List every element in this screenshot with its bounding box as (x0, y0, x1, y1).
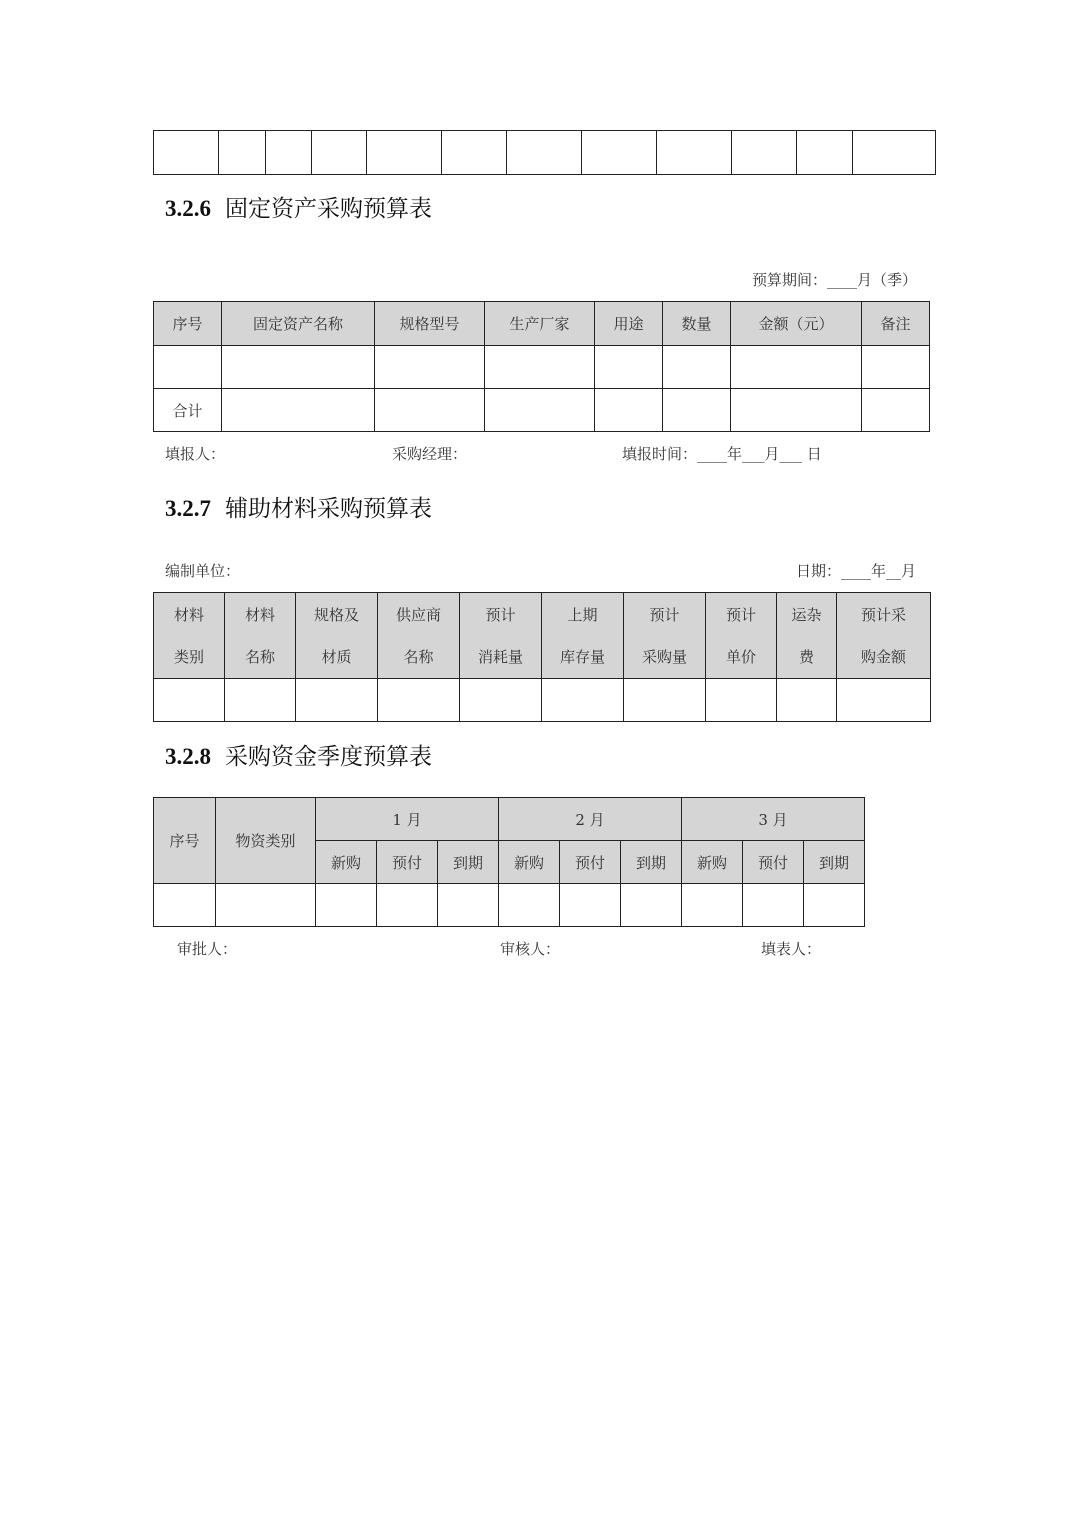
table-cell[interactable] (731, 346, 862, 389)
table-cell[interactable] (507, 131, 582, 175)
section-number: 3.2.7 (165, 496, 211, 521)
table-cell[interactable] (621, 884, 682, 927)
table-cell[interactable] (582, 131, 657, 175)
month-header: 1 月 (316, 798, 499, 841)
sub-header: 新购 (682, 841, 743, 884)
header-cell: 材料 名称 (225, 593, 296, 679)
table-cell[interactable] (706, 679, 777, 722)
table-row (154, 346, 930, 389)
table-cell[interactable] (460, 679, 542, 722)
header-cell: 运杂 费 (777, 593, 837, 679)
budget-period: 预算期间：____月（季） (751, 271, 917, 289)
reviewer-label: 审核人： (500, 940, 561, 958)
header-cell: 备注 (862, 302, 930, 346)
header-cell: 规格及 材质 (296, 593, 378, 679)
top-partial-table (153, 130, 936, 175)
table-cell[interactable] (499, 884, 560, 927)
sub-header: 到期 (804, 841, 865, 884)
table-cell[interactable] (154, 131, 219, 175)
auxiliary-material-budget-table (153, 592, 931, 722)
header-cell: 固定资产名称 (222, 302, 375, 346)
table-cell[interactable] (853, 131, 936, 175)
table-cell[interactable] (777, 679, 837, 722)
table-row (154, 884, 865, 927)
table-row (154, 679, 931, 722)
sub-header: 到期 (621, 841, 682, 884)
table-cell[interactable] (219, 131, 266, 175)
table-cell[interactable] (624, 679, 706, 722)
table-cell[interactable] (560, 884, 621, 927)
table-cell[interactable] (222, 389, 375, 432)
header-cell: 供应商 名称 (378, 593, 460, 679)
table-cell[interactable] (266, 131, 312, 175)
sub-header: 到期 (438, 841, 499, 884)
table-cell[interactable] (154, 679, 225, 722)
table-cell[interactable] (682, 884, 743, 927)
header-cell: 规格型号 (375, 302, 485, 346)
sub-header: 预付 (560, 841, 621, 884)
sub-header: 预付 (743, 841, 804, 884)
fixed-asset-budget-table (153, 301, 930, 432)
quarterly-fund-budget-table (153, 797, 865, 927)
table-cell[interactable] (804, 884, 865, 927)
section-heading-326 (165, 190, 432, 223)
table-cell[interactable] (375, 346, 485, 389)
header-cell: 数量 (663, 302, 731, 346)
table-cell[interactable] (595, 346, 663, 389)
table-cell[interactable] (154, 884, 216, 927)
table-cell[interactable] (375, 389, 485, 432)
section-number: 3.2.8 (165, 744, 211, 769)
total-row (154, 389, 930, 432)
header-cell: 物资类别 (216, 798, 316, 884)
section-number: 3.2.6 (165, 196, 211, 221)
table-cell[interactable] (837, 679, 931, 722)
sub-header: 新购 (499, 841, 560, 884)
table-cell[interactable] (378, 679, 460, 722)
header-cell: 预计 消耗量 (460, 593, 542, 679)
table-cell[interactable] (216, 884, 316, 927)
filler-label: 填报人： (165, 445, 226, 463)
header-cell: 序号 (154, 302, 222, 346)
table-cell[interactable] (862, 389, 930, 432)
fill-time-label: 填报时间：____年___月___ 日 (622, 445, 822, 463)
table-cell[interactable] (732, 131, 797, 175)
table-cell[interactable] (367, 131, 442, 175)
header-cell: 材料 类别 (154, 593, 225, 679)
table-cell[interactable] (663, 346, 731, 389)
sub-header: 新购 (316, 841, 377, 884)
header-cell: 预计 采购量 (624, 593, 706, 679)
header-cell: 生产厂家 (485, 302, 595, 346)
preparer-label: 填表人： (761, 940, 822, 958)
header-cell: 序号 (154, 798, 216, 884)
table-cell[interactable] (485, 389, 595, 432)
table-cell[interactable] (485, 346, 595, 389)
table-cell[interactable] (797, 131, 853, 175)
table-cell[interactable] (862, 346, 930, 389)
month-header: 3 月 (682, 798, 865, 841)
section-title: 辅助材料采购预算表 (225, 496, 432, 522)
compiling-unit-label: 编制单位： (165, 562, 241, 580)
month-header: 2 月 (499, 798, 682, 841)
table-cell[interactable] (542, 679, 624, 722)
table-cell[interactable] (377, 884, 438, 927)
table-cell[interactable] (312, 131, 367, 175)
table-cell[interactable] (743, 884, 804, 927)
total-label: 合计 (154, 389, 222, 432)
section-title: 采购资金季度预算表 (225, 744, 432, 770)
table-cell[interactable] (296, 679, 378, 722)
table-cell[interactable] (731, 389, 862, 432)
table-cell[interactable] (442, 131, 507, 175)
table-cell[interactable] (595, 389, 663, 432)
approver-label: 审批人： (177, 940, 238, 958)
table-cell[interactable] (438, 884, 499, 927)
sub-header: 预付 (377, 841, 438, 884)
header-cell: 预计采 购金额 (837, 593, 931, 679)
section-heading-327 (165, 490, 432, 523)
section-heading-328 (165, 738, 432, 771)
table-cell[interactable] (154, 346, 222, 389)
header-cell: 用途 (595, 302, 663, 346)
header-cell: 金额（元） (731, 302, 862, 346)
table-cell[interactable] (657, 131, 732, 175)
manager-label: 采购经理： (392, 445, 468, 463)
header-cell: 上期 库存量 (542, 593, 624, 679)
table-cell[interactable] (663, 389, 731, 432)
table-cell[interactable] (222, 346, 375, 389)
date-label: 日期：____年__月 (795, 562, 916, 580)
section-title: 固定资产采购预算表 (225, 196, 432, 222)
table-cell[interactable] (225, 679, 296, 722)
header-cell: 预计 单价 (706, 593, 777, 679)
table-cell[interactable] (316, 884, 377, 927)
